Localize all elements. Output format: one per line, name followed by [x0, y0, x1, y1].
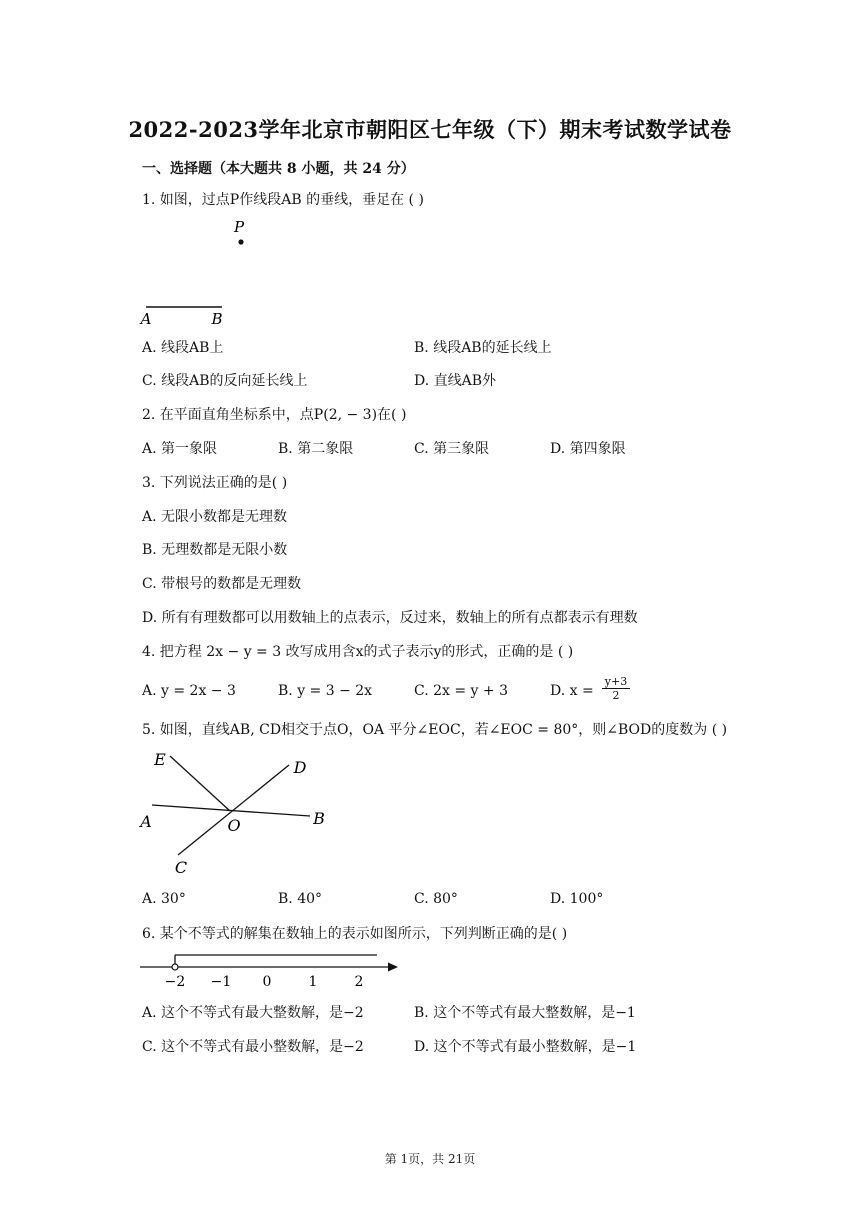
question-6-option-c: C. 这个不等式有最小整数解，是−2 [142, 1039, 364, 1055]
question-2-option-d: D. 第四象限 [550, 441, 626, 457]
question-3-option-d: D. 所有有理数都可以用数轴上的点表示，反过来，数轴上的所有点都表示有理数 [142, 610, 638, 626]
number-line-figure [136, 946, 404, 992]
question-1-figure [136, 216, 246, 328]
fraction-denominator: 2 [612, 689, 620, 702]
point-a-label: A [140, 812, 152, 831]
question-5-stem: 5. 如图，直线AB, CD相交于点O，OA 平分∠EOC，若∠EOC = 80°，则∠BOD的度数为 ( ) [142, 722, 728, 738]
question-2-stem: 2. 在平面直角坐标系中，点P(2, − 3)在( ) [142, 407, 407, 423]
question-3-stem: 3. 下列说法正确的是( ) [142, 475, 288, 491]
line-ab [152, 805, 310, 816]
point-e-label: E [154, 750, 166, 769]
question-6-stem: 6. 某个不等式的解集在数轴上的表示如图所示，下列判断正确的是( ) [142, 926, 568, 942]
question-5-option-a: A. 30° [142, 891, 186, 907]
point-b-label: B [211, 310, 223, 328]
question-4-option-b: B. y = 3 − 2x [278, 683, 373, 699]
ray-oe [170, 756, 230, 811]
number-line-tick-label: 1 [308, 974, 318, 990]
question-6-option-a: A. 这个不等式有最大整数解，是−2 [142, 1005, 364, 1021]
question-1-option-b: B. 线段AB的延长线上 [414, 340, 552, 356]
question-4-option-c: C. 2x = y + 3 [414, 683, 508, 699]
question-1-option-d: D. 直线AB外 [414, 373, 497, 389]
question-4-option-a: A. y = 2x − 3 [142, 683, 236, 699]
point-o-label: O [227, 816, 241, 835]
number-line-tick-label: −1 [210, 974, 232, 990]
arrow-right-icon [388, 963, 398, 972]
question-5-option-d: D. 100° [550, 891, 604, 907]
point-b-label: B [313, 809, 325, 828]
point-d-label: D [293, 758, 307, 777]
question-4-stem: 4. 把方程 2x − y = 3 改写成用含x的式子表示y的形式，正确的是 ( ) [142, 644, 574, 660]
question-6-option-d: D. 这个不等式有最小整数解，是−1 [414, 1039, 637, 1055]
point-c-label: C [174, 858, 188, 877]
question-2-option-c: C. 第三象限 [414, 441, 490, 457]
question-4-option-d: D. x = [550, 683, 594, 699]
point-p-dot [238, 239, 243, 244]
question-5-option-c: C. 80° [414, 891, 458, 907]
page-footer: 第 1页，共 21页 [384, 1152, 476, 1166]
question-1-option-c: C. 线段AB的反向延长线上 [142, 373, 308, 389]
question-1-option-a: A. 线段AB上 [142, 340, 224, 356]
question-2-option-b: B. 第二象限 [278, 441, 354, 457]
open-circle-marker [172, 964, 178, 970]
question-2-option-a: A. 第一象限 [142, 441, 218, 457]
number-line-tick-label: 0 [262, 974, 272, 990]
question-3-option-c: C. 带根号的数都是无理数 [142, 576, 302, 592]
fraction-numerator: y+3 [602, 675, 630, 689]
number-line-tick-label: 2 [354, 974, 364, 990]
point-p-label: P [233, 218, 245, 236]
number-line-tick-label: −2 [164, 974, 186, 990]
question-3-option-a: A. 无限小数都是无理数 [142, 509, 288, 525]
section-heading: 一、选择题（本大题共 8 小题，共 24 分） [142, 161, 415, 177]
point-a-label: A [140, 310, 152, 328]
page-title: 2022-2023学年北京市朝阳区七年级（下）期末考试数学试卷 [128, 117, 732, 142]
question-1-stem: 1. 如图，过点P作线段AB 的垂线，垂足在 ( ) [142, 192, 424, 208]
question-4-fraction [602, 675, 630, 702]
question-6-option-b: B. 这个不等式有最大整数解，是−1 [414, 1005, 636, 1021]
question-3-option-b: B. 无理数都是无限小数 [142, 542, 288, 558]
question-5-option-b: B. 40° [278, 891, 323, 907]
question-5-figure [136, 746, 336, 880]
number-line-ticks [165, 974, 364, 990]
